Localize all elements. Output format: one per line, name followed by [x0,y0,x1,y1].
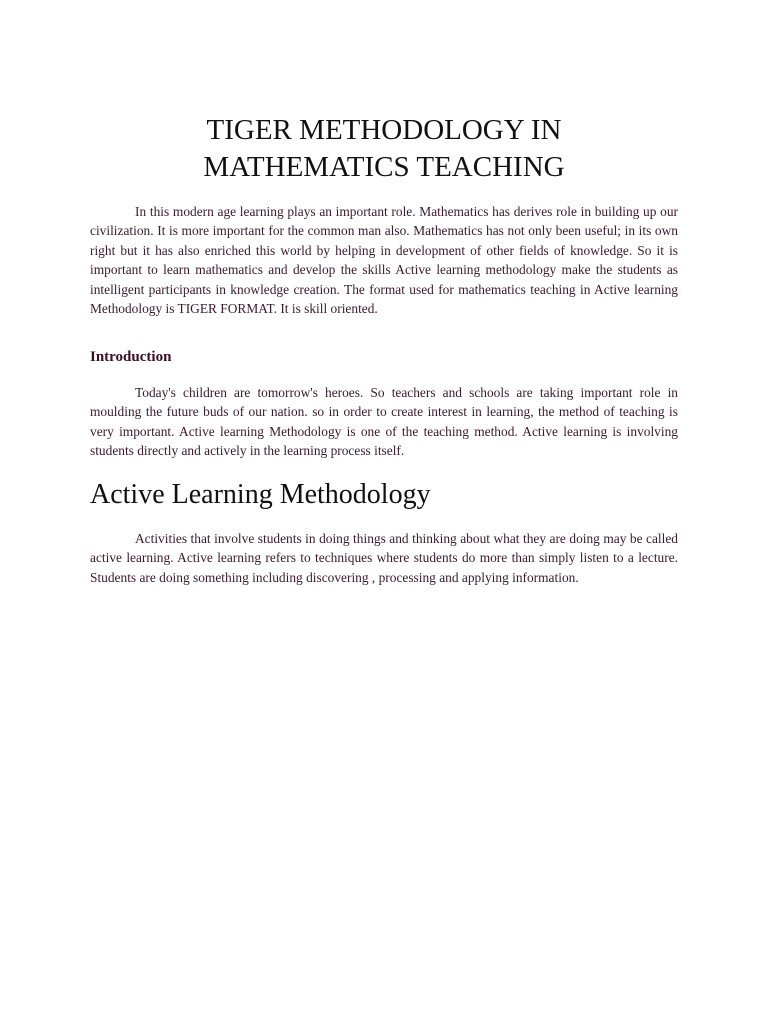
intro-paragraph: In this modern age learning plays an important role. Mathematics has derives role in building up our civilization. It is more important for the common man also. Mathematics has not only been useful; in its own right but it has also enriched this world by helping in development of other fields of knowledge. So it is important to learn mathematics and develop the skills Active learning methodology make the students as intelligent participants in knowledge creation. The format used for mathematics teaching in Active learning Methodology is TIGER FORMAT. It is skill oriented. [90,204,678,317]
title-line-2: MATHEMATICS TEACHING [203,151,565,183]
introduction-paragraph: Today's children are tomorrow's heroes. So teachers and schools are taking important role in moulding the future buds of our nation. so in order to create interest in learning, the method of teaching is very important. Active learning Methodology is one of the teaching method. Active learning is involving students directly and actively in the learning process itself. [90,385,678,459]
section-paragraph: Activities that involve students in doing things and thinking about what they are doing may be called active learning. Active learning refers to techniques where students do more than simply listen to a lecture. Students are doing something including discovering , processing and applying information. [90,531,678,585]
document-title [90,112,678,186]
title-line-1: TIGER METHODOLOGY IN [206,114,562,146]
introduction-heading: Introduction [90,349,172,365]
section-heading: Active Learning Methodology [90,479,431,510]
